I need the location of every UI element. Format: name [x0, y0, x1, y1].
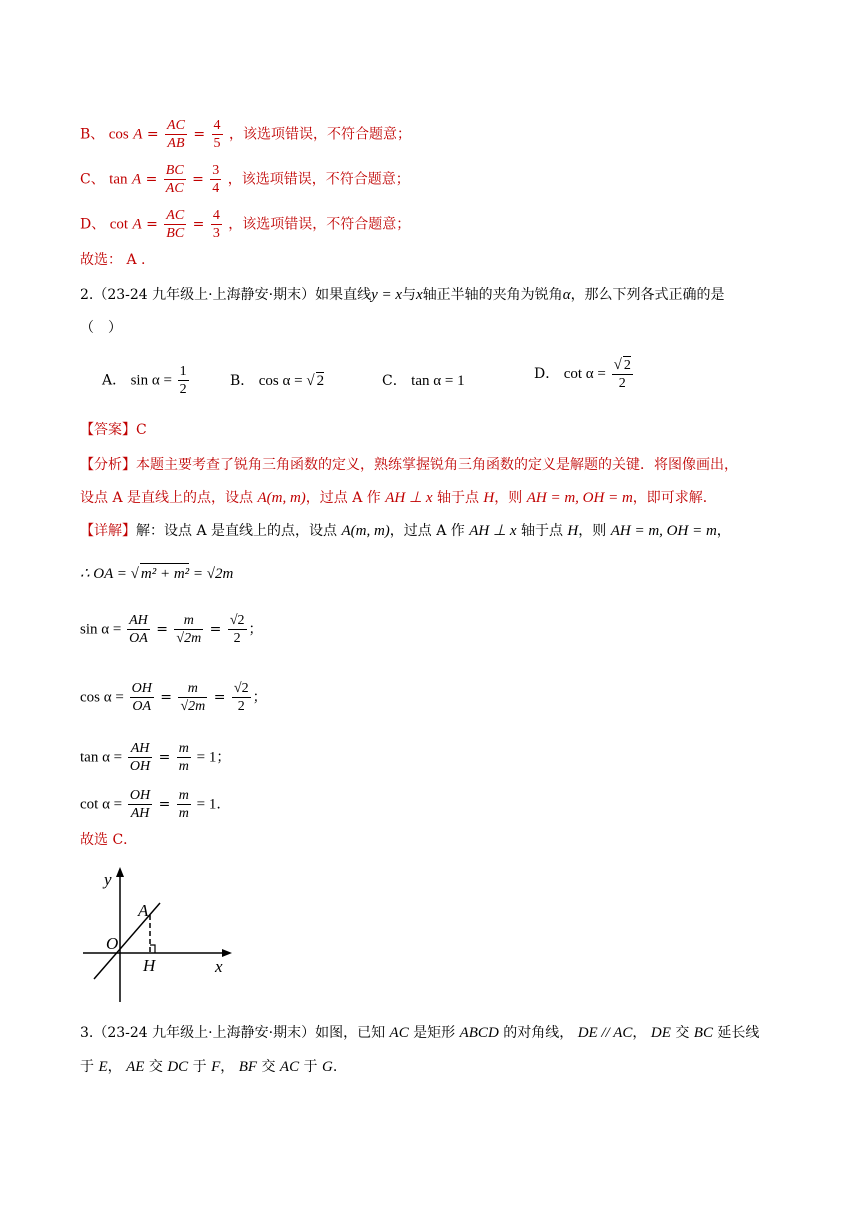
analysis-text: 设点 A 是直线上的点，设点 [80, 490, 258, 506]
eq-lhs: sin α = [80, 621, 126, 638]
label-a: A [138, 901, 149, 920]
fraction: $\frac{√2}{2}$ [233, 681, 249, 714]
fraction: $\frac{BC}{AC}$ [165, 163, 184, 196]
segment: BC [693, 1025, 713, 1041]
comment: ，该选项错误，不符合题意； [228, 216, 411, 233]
alpha: α [562, 287, 571, 303]
var: A [131, 171, 142, 188]
func-name: tan [109, 171, 128, 188]
fraction: $\frac{m}{m}$ [178, 788, 189, 821]
choice-c[interactable] [382, 370, 465, 390]
point-h: H [483, 490, 495, 506]
fraction: $\frac{m}{m}$ [178, 741, 189, 774]
stem-text: 延长线 [712, 1025, 760, 1041]
question-number: 3. [80, 1025, 94, 1041]
detail-text: ，过点 A 作 [389, 523, 470, 539]
stem-text: 如果直线 [315, 287, 372, 303]
stem-text: 于 [299, 1059, 322, 1075]
choice-label: C． [382, 373, 407, 389]
segment: DE [650, 1025, 671, 1041]
label-o: O [106, 934, 119, 953]
choice-label: B． [230, 373, 255, 389]
fraction: $\frac{√2}{2}$ [229, 613, 245, 646]
stem-text: 与 [402, 287, 417, 303]
coordinate-graph [80, 865, 240, 1005]
comment: ，该选项错误，不符合题意； [227, 171, 410, 188]
question-number: 2. [80, 287, 94, 303]
choice-label: A． [102, 372, 127, 389]
eq-end: ； [248, 621, 263, 638]
var: A [133, 126, 143, 143]
equations: AH = m, OH = m [526, 490, 633, 506]
comment: ，该选项错误，不符合题意； [229, 126, 411, 143]
option-letter: B、 [80, 126, 105, 143]
analysis-text: 本题主要考查了锐角三角函数的定义，熟练掌握锐角三角函数的定义是解题的关键．将图像画出， [136, 457, 738, 473]
analysis-text: ，过点 A 作 [305, 490, 386, 506]
oa-result: = √2m [189, 566, 234, 582]
eq-end: ； [252, 689, 267, 706]
analysis-text: 轴于点 [432, 490, 484, 506]
q2-stem [80, 285, 725, 305]
choice-b[interactable]: B． cos α = √ 2 [230, 373, 325, 389]
radicand: 2 [316, 373, 325, 389]
detail-text: 轴于点 [516, 523, 568, 539]
fraction: $\frac{m}{√2m}$ [176, 613, 202, 646]
fraction: $\frac{AC}{BC}$ [166, 208, 185, 241]
oa-radicand: m² + m² [140, 563, 189, 584]
stem-text: ， [220, 1059, 239, 1075]
oa-equation: ∴ OA = √ m² + m² = √2m [80, 563, 233, 584]
stem-text: ， [107, 1059, 127, 1075]
q2-analysis-line2 [80, 488, 717, 508]
option-letter: C、 [80, 171, 105, 188]
oa-lhs: ∴ OA = [80, 566, 131, 582]
option-letter: D、 [80, 216, 106, 233]
detail-text: ，则 [578, 523, 611, 539]
cot-equation: cot α = $\frac{OH}{AH}$ = $\frac{m}{m}$ = 1. [80, 788, 221, 821]
q3-stem-line2 [80, 1057, 337, 1077]
analysis-text: ，即可求解． [632, 490, 717, 506]
option-d-explanation: D、 cot A = $\frac{AC}{BC}$ = $\frac{4}{3}$ ，该选项错误，不符合题意； [80, 208, 411, 241]
eq-rhs: = 1 [192, 749, 217, 766]
choice-d[interactable] [534, 356, 635, 392]
choice-expr: cos α = [258, 373, 307, 389]
point: E [98, 1059, 108, 1075]
stem-text: ，那么下列各式正确的是 [570, 287, 725, 303]
y-axis-arrow [116, 867, 124, 877]
stem-text: 交 [144, 1059, 168, 1075]
eq-rhs: = 1 [192, 796, 217, 813]
eq-lhs: tan α = [80, 749, 126, 766]
label-x: x [215, 957, 223, 976]
fraction: $\frac{OH}{OA}$ [131, 681, 152, 714]
stem-text: . [332, 1059, 338, 1075]
detail-text: 解：设点 A 是直线上的点，设点 [136, 523, 342, 539]
fraction: $\frac{AH}{OA}$ [129, 613, 148, 646]
func-name: cos [108, 126, 129, 143]
line-equation: y = x [371, 287, 403, 303]
q3-stem-line1 [80, 1023, 759, 1043]
choice-label: D． [534, 366, 560, 382]
fraction: $\frac{4}{5}$ [213, 118, 221, 151]
point: G [322, 1059, 333, 1075]
q2-detail-line1 [80, 521, 731, 541]
eq-lhs: cos α = [80, 689, 128, 706]
parallel: DE // AC [577, 1025, 633, 1041]
prev-conclusion: 故选： A . [80, 252, 146, 268]
stem-text: 交 [257, 1059, 280, 1075]
choice-expr: cot α = [563, 366, 610, 382]
q2-paren: （ ） [80, 320, 122, 336]
eq-lhs: cot α = [80, 796, 126, 813]
stem-text: 如图，已知 [315, 1025, 390, 1041]
option-c-explanation: C、 tan A = $\frac{BC}{AC}$ = $\frac{3}{4}$ ，该选项错误，不符合题意； [80, 163, 410, 196]
tan-equation: tan α = $\frac{AH}{OH}$ = $\frac{m}{m}$ = 1； [80, 741, 231, 774]
eq-end: . [216, 796, 221, 813]
label-y: y [104, 870, 112, 889]
choice-expr: sin α = [130, 372, 176, 389]
fraction: $\frac{m}{√2m}$ [180, 681, 206, 714]
equations: AH = m, OH = m [610, 523, 717, 539]
stem-text: ， [632, 1025, 651, 1041]
detail-label: 【详解】 [80, 523, 136, 539]
var: A [132, 216, 142, 233]
x-var: x [416, 287, 423, 303]
perp-expr: AH ⊥ x [385, 490, 433, 506]
point-a: A(m, m) [257, 490, 306, 506]
segment: BF [238, 1059, 258, 1075]
stem-text: 于 [80, 1059, 99, 1075]
fraction: $\frac{1}{2}$ [179, 364, 187, 397]
question-source: （23-24 九年级上·上海静安·期末） [93, 287, 316, 303]
x-axis-arrow [222, 949, 232, 957]
func-name: cot [109, 216, 129, 233]
cos-equation: cos α = $\frac{OH}{OA}$ = $\frac{m}{√2m}$ = $\frac{√2}{2}$ ； [80, 681, 267, 714]
q2-answer: 【答案】C [80, 422, 147, 438]
stem-text: 的对角线， [498, 1025, 578, 1041]
option-b-explanation: B、 cos A = $\frac{AC}{AB}$ = $\frac{4}{5}$ ，该选项错误，不符合题意； [80, 118, 411, 151]
segment: AC [279, 1059, 300, 1075]
detail-text: ， [716, 523, 731, 539]
stem-text: 是矩形 [408, 1025, 460, 1041]
stem-text: 轴正半轴的夹角为锐角 [422, 287, 563, 303]
fraction: $\frac{AC}{AB}$ [167, 118, 185, 151]
question-source: （23-24 九年级上·上海静安·期末） [93, 1025, 316, 1041]
point-a: A(m, m) [341, 523, 390, 539]
q2-analysis-line1 [80, 455, 738, 475]
fraction: $\frac{√ 2}{2}$ [613, 357, 631, 391]
analysis-label: 【分析】 [80, 457, 136, 473]
stem-text: 于 [188, 1059, 212, 1075]
rectangle: ABCD [459, 1025, 499, 1041]
choice-expr: tan α = 1 [411, 373, 465, 389]
fraction: $\frac{AH}{OH}$ [129, 741, 151, 774]
segment: DC [167, 1059, 189, 1075]
segment: AE [126, 1059, 145, 1075]
fraction: $\frac{4}{3}$ [212, 208, 220, 241]
fraction: $\frac{3}{4}$ [212, 163, 220, 196]
point-h: H [567, 523, 579, 539]
segment: AC [389, 1025, 409, 1041]
perp-expr: AH ⊥ x [469, 523, 517, 539]
label-h: H [143, 956, 156, 975]
sin-equation: sin α = $\frac{AH}{OA}$ = $\frac{m}{√2m}$ = $\frac{√2}{2}$ ； [80, 613, 263, 646]
stem-text: 交 [670, 1025, 694, 1041]
fraction: $\frac{OH}{AH}$ [129, 788, 151, 821]
choice-a[interactable] [102, 363, 191, 398]
q2-conclusion: 故选 C． [80, 832, 138, 848]
point: F [211, 1059, 221, 1075]
eq-end: ； [216, 749, 231, 766]
analysis-text: ，则 [494, 490, 527, 506]
